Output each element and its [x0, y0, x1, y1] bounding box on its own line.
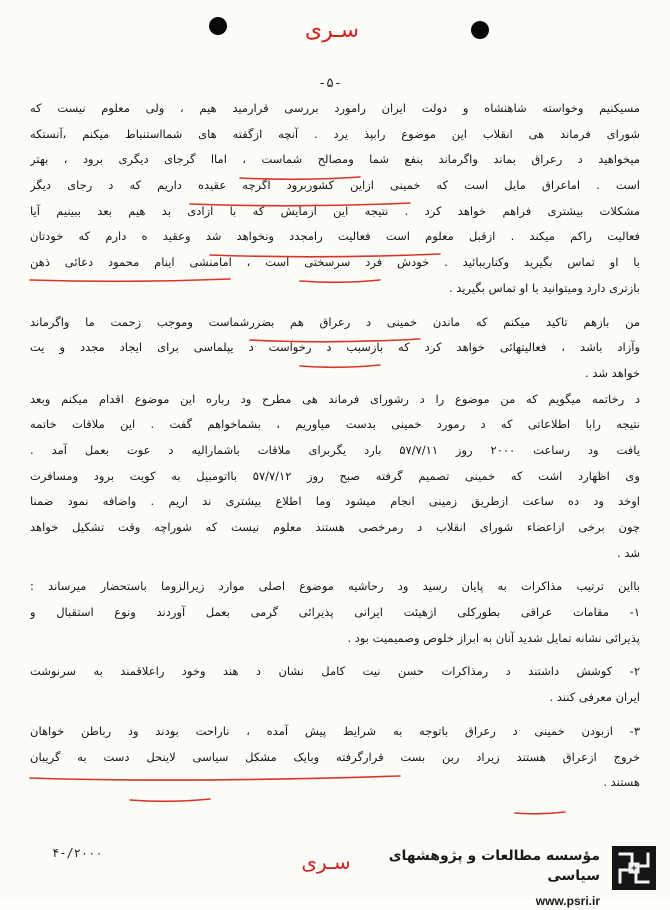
body-line: ۱- مقامات عراقی بطورکلی ازهیئت ایرانی پذیرائی گرمی بعمل آوردند ونوع استقبال و	[30, 605, 640, 620]
body-line: چون برخی ازاعضاء شورای انقلاب د رمرخصی هستند معلوم نیست که شوراچه وقت تشکیل خواهد	[30, 520, 640, 534]
body-line: خواهد شد .	[585, 365, 640, 380]
body-line: من بازهم تاکید میکنم که ماندن خمینی د رعراق هم بضررشماست وموجب زحمت ما واگرماند	[30, 314, 640, 329]
watermark-name: مؤسسه مطالعات و پژوهشهای سیاسی	[388, 848, 600, 884]
body-line: میخواهید د رعراق بماند واگرماند بنفع شما ومصالح شماست ، اماا گرجای دیگری برود ، بهتر	[30, 152, 640, 167]
body-line: وی اظهارد اشت که خمینی تصمیم گرفته صبح روز ۵۷/۷/۱۲ بااتومبیل به کویت برود ومسافرت	[30, 468, 640, 483]
body-line: پذیرائی نشانه تمایل شدید آنان به ابراز خلوص وصمیمیت بود .	[347, 630, 640, 645]
punch-hole-icon	[471, 21, 489, 39]
body-line: ۳- ازبودن خمینی د رعراق باتوجه به شرایط پیش آمده ، ناراحت بودند ود رباطن خواهان	[30, 723, 640, 738]
body-line: بااین ترتیب مذاکرات به پایان رسید ود رحاشیه موضوع اصلی موارد زیرالزوما باستحضار میرساند :	[30, 579, 640, 594]
body-line: یافت ود رساعت ۲۰۰۰ روز ۵۷/۷/۱۱ بارد یگربرای ملاقات باشمارالیه د عوت بعمل آمد .	[30, 442, 640, 457]
body-line: بازتری دارد ومیتوانید با او تماس بگیرید .	[449, 280, 640, 295]
body-line: وآزاد باشد ، فعالیتهائی خواهد کرد که بازسبب د رخواست د یپلماسی برای ایجاد مجدد و یت	[30, 340, 640, 355]
underline-mark	[515, 812, 565, 814]
institute-watermark	[340, 846, 600, 910]
body-line: د رخاتمه میگویم که من موضوع را د رشورای فرماند هی مطرح ود رباره این موضوع اقدام میکنم وبعد	[30, 391, 640, 406]
body-line: شد .	[617, 545, 640, 560]
body-line: هستند .	[603, 775, 640, 790]
underline-mark	[130, 799, 210, 801]
body-line: مسیکنیم وخواسته شاهنشاه و دولت ایران رامورد بررسی قرارمید هیم ، ولی معلوم نیست که	[30, 101, 640, 115]
body-line: خروج ازعراق هستند زیراد ربن بست قرارگرفته وبایک مشکل سیاسی لاینحل دست به گریبان	[30, 749, 640, 764]
psri-logo-icon	[612, 846, 656, 890]
body-line: مشکلات بیشتری فراهم خواهد کرد . نتیجه این آزمایش که با آزادی بد هیم بعد ببینیم آیا	[30, 203, 640, 218]
body-line: ۲- کوشش داشتند د رمذاکرات حسن نیت کامل نشان د هند وخود راعلاقمند به سرنوشت	[30, 664, 640, 679]
body-line: شورای فرماند هی انقلاب این موضوع رابپذ یرد . آنچه ازگفته های شمااستنباط میکنم ،آنستکه	[30, 126, 640, 141]
body-line: ایران معرفی کنند .	[549, 690, 640, 705]
body-line: نتیجه رابا اطلاعاتی که د رمورد خمینی بدست میاوریم ، بشماخواهم گفت . این ملاقات خاتمه	[30, 417, 640, 432]
document-body	[30, 96, 640, 796]
body-line: اوخد ود ده ساعت ازطریق زمینی انجام میشود وما اطلاع بیشتری ند اریم . واضافه نمود ضمنا	[30, 494, 640, 509]
punch-hole-icon	[209, 17, 227, 35]
body-line: با او تماس بگیرید وکنارببائید . خودش فرد سرسختی است ، امامنشی اینام محمود دعائی ذهن	[30, 255, 640, 270]
body-line: فعالیت راکم میکند . ازقبل معلوم است فعالیت رامجدد ونخواهد شد وعقید ه دارم که خودتان	[30, 229, 640, 244]
page-number: -۵-	[318, 76, 342, 91]
classification-stamp-top: سـری	[304, 18, 360, 43]
document-reference: ۴-/۲۰۰۰	[52, 846, 103, 860]
body-line: است . اماعراق مایل است که خمینی ازاین کشوربرود اگرچه عقیده داریم که د رجای دیگر	[30, 178, 640, 193]
classification-stamp-bottom: سـری	[301, 850, 351, 874]
watermark-url: www.psri.ir	[535, 894, 600, 908]
